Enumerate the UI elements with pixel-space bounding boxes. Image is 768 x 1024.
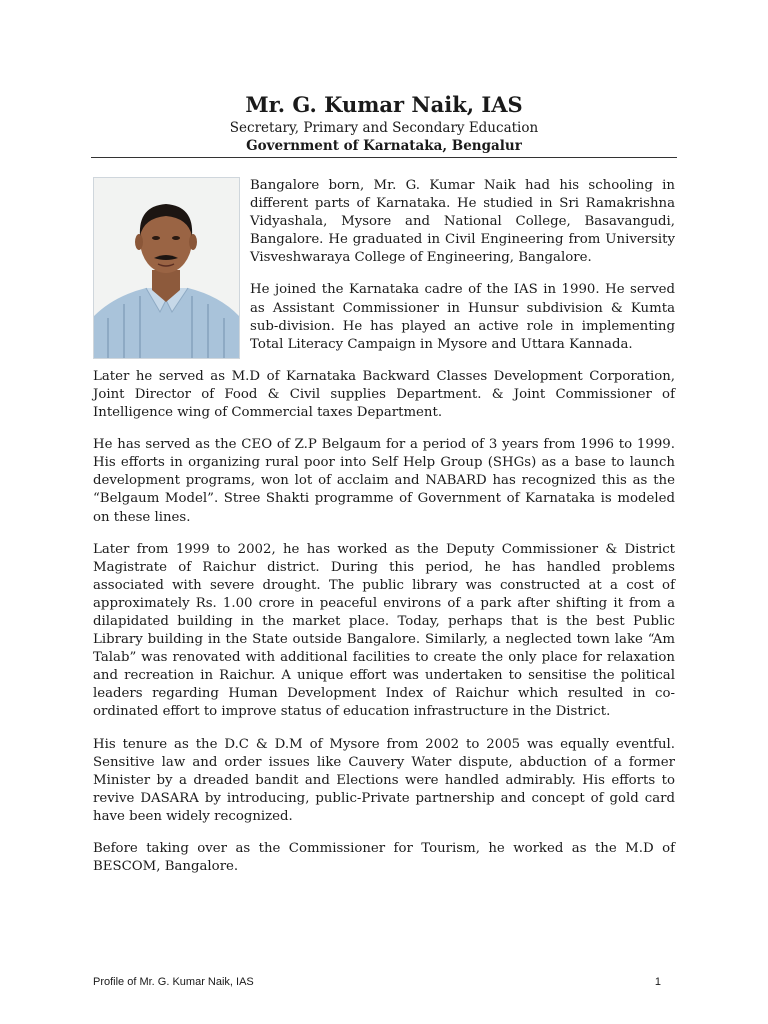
footer-label: Profile of Mr. G. Kumar Naik, IAS <box>93 976 254 988</box>
paragraph-education: Bangalore born, Mr. G. Kumar Naik had his schooling in different parts of Karnataka. He studied in Sri Ramakrishna Vidyashala, Mysore and National College, Basavangudi, Bangalore. He graduated in Civil Engineering from University Visveshwaraya College of Engineering, Bangalore. <box>250 178 675 266</box>
page-number: 1 <box>654 976 661 988</box>
photo-spacer <box>93 177 250 365</box>
paragraph-raichur: Later from 1999 to 2002, he has worked as the Deputy Commissioner & District Magistrate of Raichur district. During this period, he has handled problems associated with severe drought. The public library was constructed at a cost of approximately Rs. 1.00 crore in peaceful environs of a park after shifting it from a dilapidated building in the market place. Today, perhaps that is the best Public Library building in the State outside Bangalore. Similarly, a neglected town lake “Am Talab” was renovated with additional facilities to create the only place for relaxation and recreation in Raichur. A unique effort was undertaken to sensitise the political leaders regarding Human Development Index of Raichur which resulted in co-ordinated effort to improve status of education infrastructure in the District. <box>93 541 675 720</box>
paragraph-ias-career: He joined the Karnataka cadre of the IAS in 1990. He served as Assistant Commissioner in Hunsur subdivision & Kumta sub-division. He has played an active role in implementing Total Literacy Campaign in Mysore and Uttara Kannada. <box>250 282 675 352</box>
page-title: Mr. G. Kumar Naik, IAS <box>245 92 523 117</box>
position-subtitle: Secretary, Primary and Secondary Education <box>229 120 539 136</box>
paragraph-belgaum: He has served as the CEO of Z.P Belgaum for a period of 3 years from 1996 to 1999. His efforts in organizing rural poor into Self Help Group (SHGs) as a base to launch development programs, won lot of acclaim and NABARD has recognized this as the “Belgaum Model”. Stree Shakti programme of Government of Karnataka is modeled on these lines. <box>93 437 675 525</box>
organization-subtitle: Government of Karnataka, Bengalur <box>246 138 522 154</box>
paragraph-bescom: Before taking over as the Commissioner for Tourism, he worked as the M.D of BESCOM, Bangalore. <box>93 841 675 875</box>
header-divider <box>91 157 677 158</box>
paragraph-mysore: His tenure as the D.C & D.M of Mysore from 2002 to 2005 was equally eventful. Sensitive law and order issues like Cauvery Water dispute, abduction of a former Minister by a dreaded bandit and Elections were handled admirably. His efforts to revive DASARA by introducing, public-Private partnership and concept of gold card have been widely recognized. <box>93 736 675 824</box>
paragraph-md-roles: Later he served as M.D of Karnataka Backward Classes Development Corporation, Joint Director of Food & Civil supplies Department. & Joint Commissioner of Intelligence wing of Commercial taxes Department. <box>93 368 675 421</box>
biography-body <box>93 177 675 890</box>
